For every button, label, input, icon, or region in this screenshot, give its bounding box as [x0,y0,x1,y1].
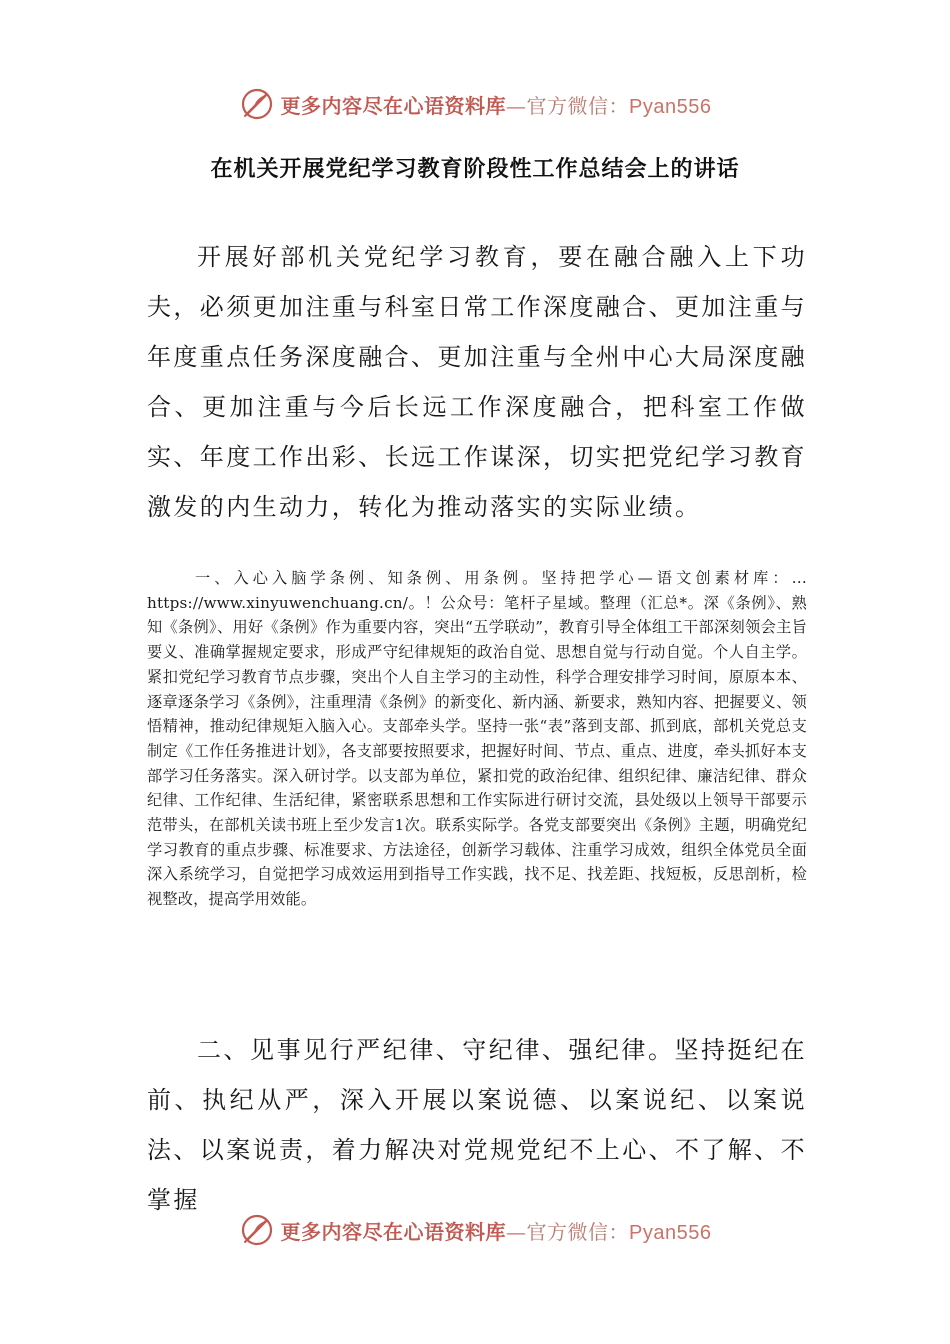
paragraph-intro: 开展好部机关党纪学习教育，要在融合融入上下功夫，必须更加注重与科室日常工作深度融合、更加注重与年度重点任务深度融合、更加注重与全州中心大局深度融合、更加注重与今后长远工作深度融合，把科室工作做实、年度工作出彩、长远工作谋深，切实把党纪学习教育激发的内生动力，转化为推动落实的实际业绩。 [147,243,807,521]
watermark-text [281,1216,712,1245]
watermark-text [281,90,712,119]
document-title: 在机关开展党纪学习教育阶段性工作总结会上的讲话 [210,157,740,182]
watermark-wechat-id: Pyan556 [629,95,712,118]
watermark-dash: — [506,93,527,118]
quill-logo-icon [239,1212,275,1248]
header-watermark [0,84,950,124]
paragraph-section-one: 一、入心入脑学条例、知条例、用条例。坚持把学心—语文创素材库：…https://www.xinyuwenchuang.cn/。！公众号：笔杆子星域。整理（汇总*。深《条例》、熟知《条例》、用好《条例》作为重要内容，突出“五学联动”，教育引导全体组工干部深刻领会主旨要义、准确掌握规定要求，形成严守纪律规矩的政治自觉、思想自觉与行动自觉。个人自主学。紧扣党纪学习教育节点步骤，突出个人自主学习的主动性，科学合理安排学习时间，原原本本、逐章逐条学习《条例》，注重理清《条例》的新变化、新内涵、新要求，熟知内容、把握要义、领悟精神，推动纪律规矩入脑入心。支部牵头学。坚持一张“表”落到支部、抓到底，部机关党总支制定《工作任务推进计划》，各支部要按照要求，把握好时间、节点、重点、进度，牵头抓好本支部学习任务落实。深入研讨学。以支部为单位，紧扣党的政治纪律、组织纪律、廉洁纪律、群众纪律、工作纪律、生活纪律，紧密联系思想和工作实际进行研讨交流，县处级以上领导干部要示范带头，在部机关读书班上至少发言1次。联系实际学。各党支部要突出《条例》主题，明确党纪学习教育的重点步骤、标准要求、方法途径，创新学习载体、注重学习成效，组织全体党员全面深入系统学习，自觉把学习成效运用到指导工作实践，找不足、找差距、找短板，反思剖析，检视整改，提高学用效能。 [147,569,807,909]
footer-watermark [0,1210,950,1250]
watermark-wechat-label: 官方微信： [526,93,630,118]
paragraph-section-two: 二、见事见行严纪律、守纪律、强纪律。坚持挺纪在前、执纪从严，深入开展以案说德、以案说纪、以案说法、以案说责，着力解决对党规党纪不上心、不了解、不掌握 [147,1036,807,1214]
watermark-dash: — [506,1219,527,1244]
watermark-main: 更多内容尽在心语资料库 [280,1219,507,1244]
watermark-main: 更多内容尽在心语资料库 [280,93,507,118]
quill-logo-icon [239,86,275,122]
watermark-wechat-id: Pyan556 [629,1221,712,1244]
watermark-wechat-label: 官方微信： [526,1219,630,1244]
